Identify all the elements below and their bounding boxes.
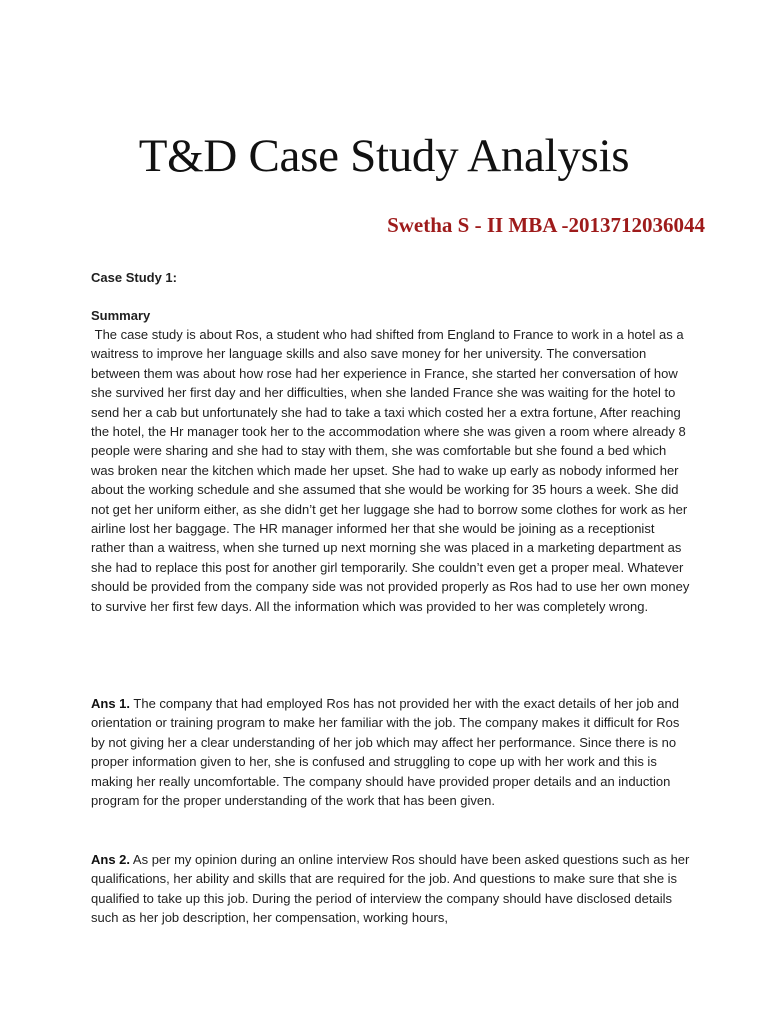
- document-title: T&D Case Study Analysis: [138, 130, 630, 182]
- answer-2-text: As per my opinion during an online interview Ros should have been asked questions such as her qualifications, her ability and skills that are required for the job. And questions to make sure that she is qualified to take up this job. During the period of interview the company should have disclosed details such as her job description, her compensation, working hours,: [91, 852, 690, 926]
- summary-paragraph: The case study is about Ros, a student who had shifted from England to France to work in a hotel as a waitress to improve her language skills and also save money for her university. The conversation between them was about how rose had her experience in France, she started her conversation of how she survived her first day and her difficulties, when she landed France she was waiting for the hotel to send her a cab but unfortunately she had to take a taxi which costed her a extra fortune, After reaching the hotel, the Hr manager took her to the accommodation where she was given a room where already 8 people were sharing and she had to stay with them, she was comfortable but she found a bed which was broken near the kitchen which made her upset. She had to wake up early as nobody informed her about the working schedule and she assumed that she would be working for 35 hours a week. She did not get her uniform either, as she didn’t get her luggage she had to borrow some clothes for work as her airline lost her baggage. The HR manager informed her that she would be joining as a receptionist rather than a waitress, when she turned up next morning she was placed in a marketing department as she had to replace this post for another girl temporarily. She couldn’t even get a proper meal. Whatever should be provided from the company side was not provided properly as Ros had to use her own money to survive her first few days. All the information which was provided to her was completely wrong.: [91, 327, 693, 614]
- answer-1-paragraph: [91, 694, 691, 810]
- answer-2-paragraph: [91, 850, 691, 928]
- answer-1-label: Ans 1.: [91, 696, 131, 711]
- answer-1-text: The company that had employed Ros has not provided her with the exact details of her job and orientation or training program to make her familiar with the job. The company makes it difficult for Ros by not giving her a clear understanding of her job which may affect her performance. Since there is no proper information given to her, she is confused and struggling to cope up with her work and this is making her really uncomfortable. The company should have provided proper details and an induction program for the proper understanding of the work that has been given.: [91, 696, 680, 809]
- answer-2-label: Ans 2.: [91, 852, 131, 867]
- case-study-heading: Case Study 1:: [91, 270, 177, 285]
- summary-heading: Summary: [91, 308, 151, 323]
- author-line: Swetha S - II MBA -2013712036044: [387, 213, 705, 237]
